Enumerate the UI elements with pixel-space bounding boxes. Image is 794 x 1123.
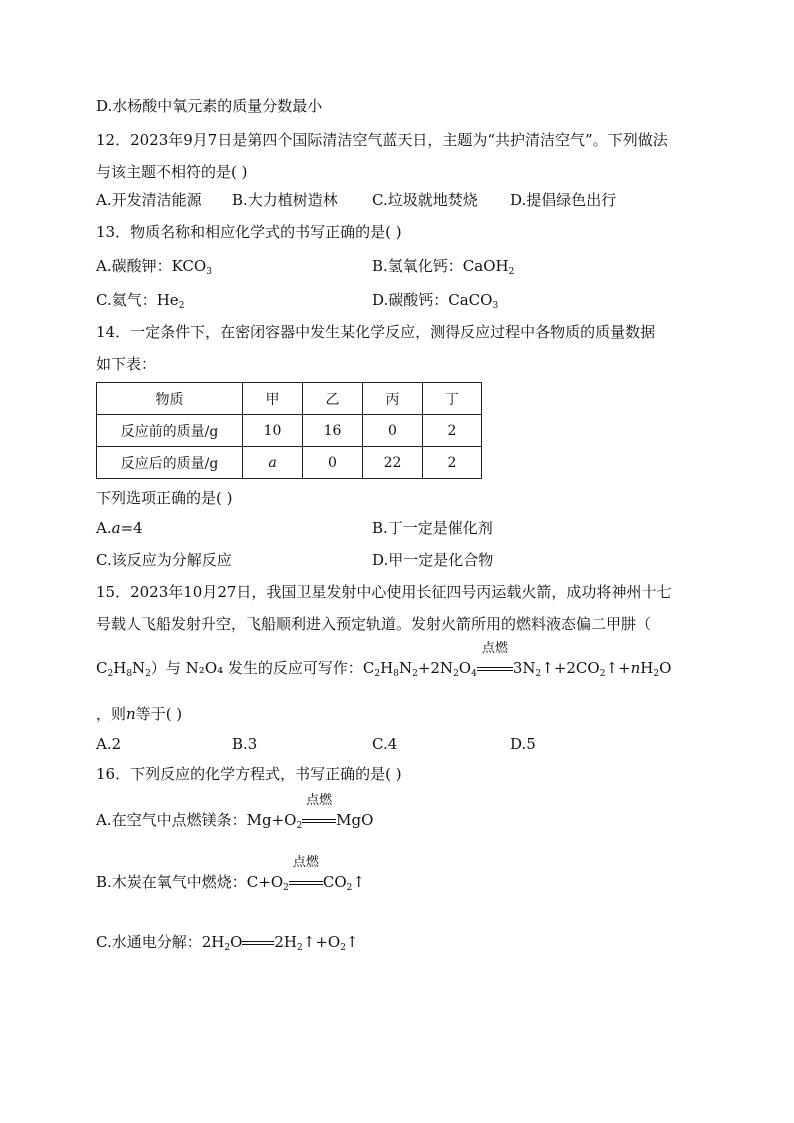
q13-option-b: B.氢氧化钙：CaOH$_2$ bbox=[372, 257, 515, 277]
q13-option-d: D.碳酸钙：CaCO$_3$ bbox=[372, 291, 499, 311]
q15-stem-line1: 15．2023年10月27日，我国卫星发射中心使用长征四号丙运载火箭，成功将神州十七 bbox=[96, 583, 672, 601]
q15-line3-text: ）与 N₂O₄ 发生的反应可写作： bbox=[150, 659, 363, 677]
q12-stem-line2: 与该主题不相符的是( ) bbox=[96, 163, 248, 181]
q13-option-c-label: C.氦气： bbox=[96, 291, 157, 309]
q15-fuel-formula: $C_2H_8N_2$ bbox=[96, 659, 151, 679]
reaction-condition: 点燃 bbox=[306, 793, 333, 808]
reaction-arrow bbox=[477, 641, 513, 678]
mass-data-table bbox=[96, 382, 482, 479]
reaction-condition: 点燃 bbox=[481, 641, 508, 656]
q15-equation-line bbox=[96, 641, 672, 679]
q16-option-a-label: A.在空气中点燃镁条： bbox=[96, 811, 247, 829]
q16-option-c-label: C.水通电分解： bbox=[96, 933, 202, 951]
table-cell: 反应后的质量/g bbox=[97, 447, 243, 479]
table-header-cell: 乙 bbox=[303, 383, 363, 415]
reaction-arrow bbox=[302, 793, 336, 830]
q15-q-prefix: ，则 bbox=[96, 705, 127, 723]
q13-option-d-label: D.碳酸钙： bbox=[372, 291, 449, 309]
table-cell: 10 bbox=[243, 415, 303, 447]
q14-option-d: D.甲一定是化合物 bbox=[372, 551, 494, 569]
q16-stem: 16．下列反应的化学方程式，书写正确的是( ) bbox=[96, 765, 402, 783]
q16-option-a-equation: $Mg+O_2$ 点燃 MgO bbox=[246, 793, 374, 831]
q16-option-b-label: B.木炭在氧气中燃烧： bbox=[96, 873, 247, 891]
q14-option-a-suffix: =4 bbox=[120, 519, 143, 537]
reaction-condition: 点燃 bbox=[292, 855, 319, 870]
table-cell: 0 bbox=[303, 447, 363, 479]
table-row bbox=[97, 415, 482, 447]
table-cell: 16 bbox=[303, 415, 363, 447]
q15-option-c: C.4 bbox=[372, 735, 398, 753]
table-cell: 2 bbox=[423, 415, 482, 447]
q12-option-d: D.提倡绿色出行 bbox=[510, 191, 617, 209]
q15-equation: $C_2H_8N_2+2N_2O_4$ 点燃 $3N_2↑+2CO_2↑+nH_2O$ bbox=[362, 641, 672, 679]
table-cell: 0 bbox=[363, 415, 423, 447]
table-header-cell: 物质 bbox=[97, 383, 243, 415]
table-cell: 2 bbox=[423, 447, 482, 479]
q13-option-a: A.碳酸钾：$KCO_3$ bbox=[96, 257, 212, 277]
q12-option-b: B.大力植树造林 bbox=[232, 191, 338, 209]
q14-option-a-var: a bbox=[111, 519, 121, 537]
table-header-row bbox=[97, 383, 482, 415]
q15-q-suffix: 等于( ) bbox=[135, 705, 183, 723]
q15-option-d: D.5 bbox=[510, 735, 536, 753]
q13-stem: 13．物质名称和相应化学式的书写正确的是( ) bbox=[96, 223, 402, 241]
q15-option-b: B.3 bbox=[232, 735, 258, 753]
q12-stem-line1: 12．2023年9月7日是第四个国际清洁空气蓝天日，主题为“共护清洁空气”。下列做法 bbox=[96, 131, 668, 149]
table-cell: 反应前的质量/g bbox=[97, 415, 243, 447]
table-row bbox=[97, 447, 482, 479]
reaction-arrow bbox=[289, 855, 323, 892]
q12-option-a: A.开发清洁能源 bbox=[96, 191, 202, 209]
q14-option-a-prefix: A. bbox=[96, 519, 112, 537]
q13-option-b-label: B.氢氧化钙： bbox=[372, 257, 463, 275]
q16-option-c bbox=[96, 932, 359, 952]
table-header-cell: 丙 bbox=[363, 383, 423, 415]
table-cell: 22 bbox=[363, 447, 423, 479]
table-cell: a bbox=[243, 447, 303, 479]
q15-option-a: A.2 bbox=[96, 735, 122, 753]
q14-followup: 下列选项正确的是( ) bbox=[96, 489, 233, 507]
table-header-cell: 甲 bbox=[243, 383, 303, 415]
q11-option-d: D.水杨酸中氧元素的质量分数最小 bbox=[96, 97, 323, 115]
q15-question bbox=[96, 704, 182, 724]
q13-option-c: C.氦气：$He_2$ bbox=[96, 291, 185, 311]
table-header-cell: 丁 bbox=[423, 383, 482, 415]
reaction-arrow bbox=[242, 932, 274, 952]
q16-option-c-equation: $2H_2O$ $2H_2↑+O_2↑$ bbox=[201, 933, 359, 953]
q14-option-b: B.丁一定是催化剂 bbox=[372, 519, 493, 537]
q14-stem-line2: 如下表： bbox=[96, 355, 157, 373]
q15-q-var: n bbox=[126, 705, 136, 723]
q14-stem-line1: 14．一定条件下，在密闭容器中发生某化学反应，测得反应过程中各物质的质量数据 bbox=[96, 323, 656, 341]
q15-stem-line2: 号载人飞船发射升空，飞船顺利进入预定轨道。发射火箭所用的燃料液态偏二甲肼（ bbox=[96, 615, 652, 633]
q16-option-b bbox=[96, 855, 365, 893]
q16-option-a bbox=[96, 793, 374, 831]
q12-option-c: C.垃圾就地焚烧 bbox=[372, 191, 478, 209]
q14-option-c: C.该反应为分解反应 bbox=[96, 551, 232, 569]
q13-option-a-label: A.碳酸钾： bbox=[96, 257, 172, 275]
q14-option-a bbox=[96, 518, 143, 538]
q16-option-b-equation: $C+O_2$ 点燃 $CO_2↑$ bbox=[246, 855, 365, 893]
